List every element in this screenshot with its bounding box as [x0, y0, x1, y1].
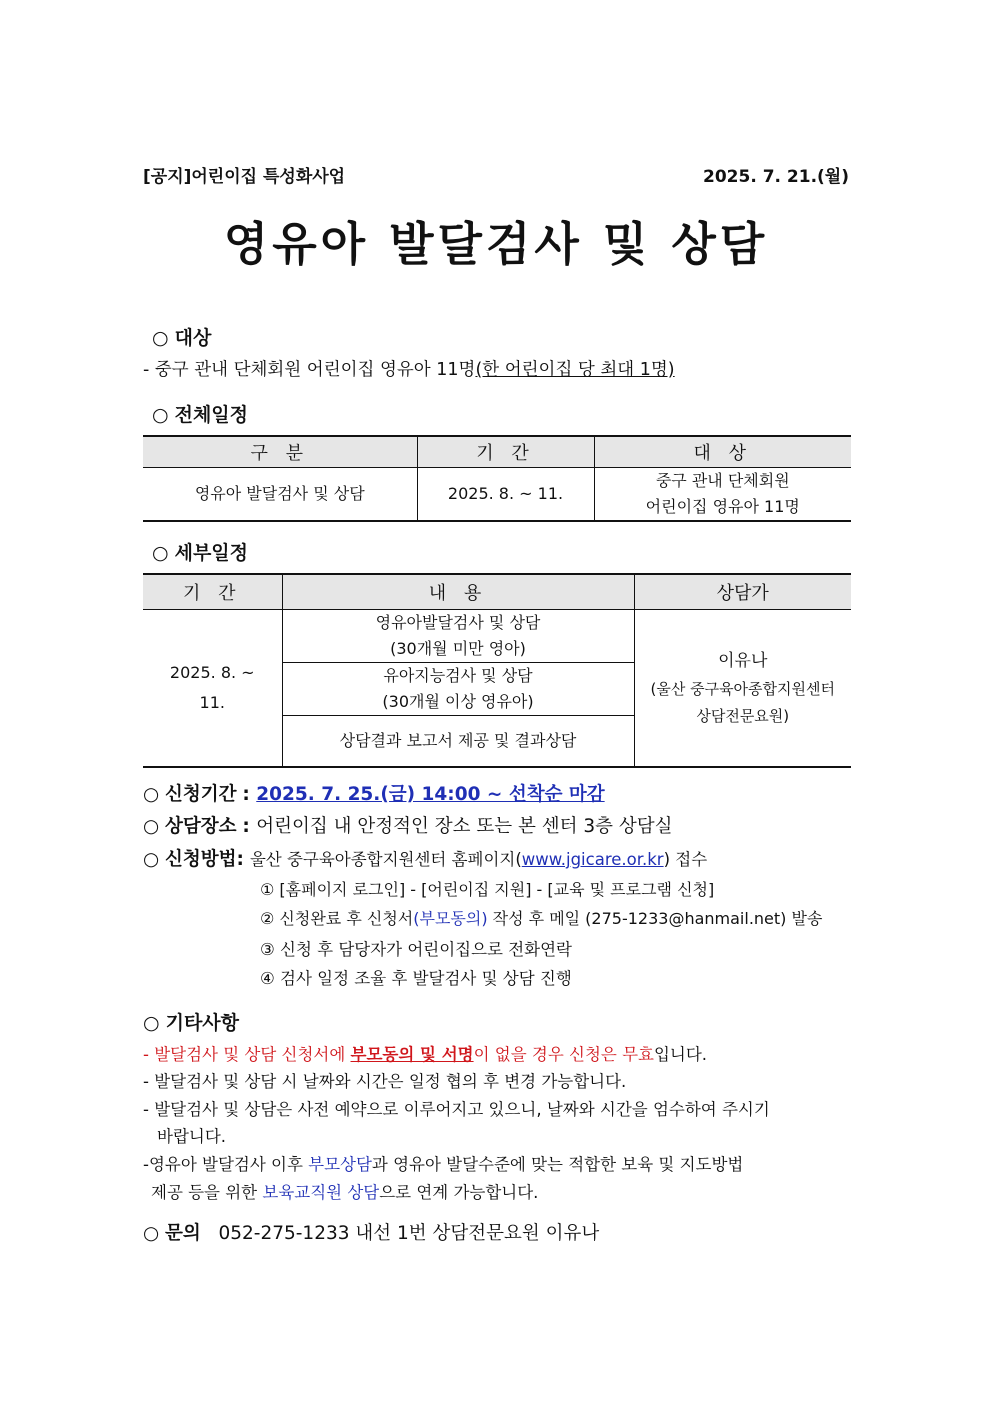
column-header: 상담가	[634, 574, 851, 610]
content-cell: 상담결과 보고서 제공 및 결과상담	[282, 716, 634, 768]
apply-method: ○ 신청방법: 울산 중구육아종합지원센터 홈페이지(www.jgicare.or.kr) 접수	[143, 849, 708, 870]
table-header-row	[143, 574, 851, 610]
apply-period-value: 2025. 7. 25.(금) 14:00 ~ 선착순 마감	[256, 784, 605, 805]
etc-note-3: - 발달검사 및 상담은 사전 예약으로 이루어지고 있으니, 날짜와 시간을 엄수하여 주시기	[143, 1100, 770, 1119]
circle-bullet-icon: ○	[152, 327, 169, 349]
section-target-heading: ○ 대상	[152, 327, 212, 349]
column-header: 기 간	[417, 436, 594, 468]
apply-step-3: ③ 신청 후 담당자가 어린이집으로 전화연락	[260, 940, 572, 959]
section-schedule-heading: ○ 전체일정	[152, 404, 249, 426]
circle-bullet-icon: ○	[143, 816, 160, 837]
section-etc-heading: ○ 기타사항	[143, 1012, 240, 1034]
apply-period: ○ 신청기간 : 2025. 7. 25.(금) 14:00 ~ 선착순 마감	[143, 784, 605, 805]
notice-date: 2025. 7. 21.(월)	[703, 167, 849, 187]
period-cell: 2025. 8. ~ 11.	[417, 468, 594, 522]
column-header: 대 상	[594, 436, 851, 468]
column-header: 내 용	[282, 574, 634, 610]
page-title: 영유아 발달검사 및 상담	[223, 217, 769, 271]
apply-step-4: ④ 검사 일정 조율 후 발달검사 및 상담 진행	[260, 969, 572, 988]
table-header-row	[143, 436, 851, 468]
section-detail-heading: ○ 세부일정	[152, 542, 249, 564]
homepage-link[interactable]: www.jgicare.or.kr	[521, 850, 664, 869]
table-row	[143, 468, 851, 522]
counselor-cell: 이유나 (울산 중구육아종합지원센터 상담전문요원)	[634, 610, 851, 768]
target-description: - 중구 관내 단체회원 어린이집 영유아 11명(한 어린이집 당 최대 1명)	[143, 360, 675, 380]
circle-bullet-icon: ○	[143, 1012, 160, 1034]
etc-note-4-cont: 제공 등을 위한 보육교직원 상담으로 연계 가능합니다.	[151, 1183, 539, 1202]
category-cell: 영유아 발달검사 및 상담	[143, 468, 417, 522]
apply-step-1: ① [홈페이지 로그인] - [어린이집 지원] - [교육 및 프로그램 신청]	[260, 880, 715, 899]
column-header: 기 간	[143, 574, 282, 610]
target-cell: 중구 관내 단체회원 어린이집 영유아 11명	[594, 468, 851, 522]
etc-note-1: - 발달검사 및 상담 신청서에 부모동의 및 서명이 없을 경우 신청은 무효입니다.	[143, 1045, 708, 1064]
etc-note-2: - 발달검사 및 상담 시 날짜와 시간은 일정 협의 후 변경 가능합니다.	[143, 1072, 627, 1091]
content-cell: 유아지능검사 및 상담 (30개월 이상 영유아)	[282, 663, 634, 716]
circle-bullet-icon: ○	[143, 784, 160, 805]
column-header: 구 분	[143, 436, 417, 468]
contact-info: ○ 문의 052-275-1233 내선 1번 상담전문요원 이유나	[143, 1223, 600, 1244]
period-cell: 2025. 8. ~ 11.	[143, 610, 282, 768]
circle-bullet-icon: ○	[143, 1223, 160, 1244]
etc-note-4: -영유아 발달검사 이후 부모상담과 영유아 발달수준에 맞는 적합한 보육 및 지도방법	[143, 1155, 744, 1174]
content-cell: 영유아발달검사 및 상담 (30개월 미만 영아)	[282, 610, 634, 663]
circle-bullet-icon: ○	[152, 404, 169, 426]
detail-schedule-table	[143, 573, 851, 768]
table-row	[143, 610, 851, 663]
consult-place: ○ 상담장소 : 어린이집 내 안정적인 장소 또는 본 센터 3층 상담실	[143, 816, 673, 837]
apply-step-2: ② 신청완료 후 신청서(부모동의) 작성 후 메일 (275-1233@hanmail.net) 발송	[260, 909, 823, 928]
notice-label: [공지]어린이집 특성화사업	[143, 167, 346, 187]
circle-bullet-icon: ○	[143, 849, 160, 870]
circle-bullet-icon: ○	[152, 542, 169, 564]
schedule-table	[143, 435, 851, 522]
etc-note-3-cont: 바랍니다.	[157, 1127, 227, 1146]
